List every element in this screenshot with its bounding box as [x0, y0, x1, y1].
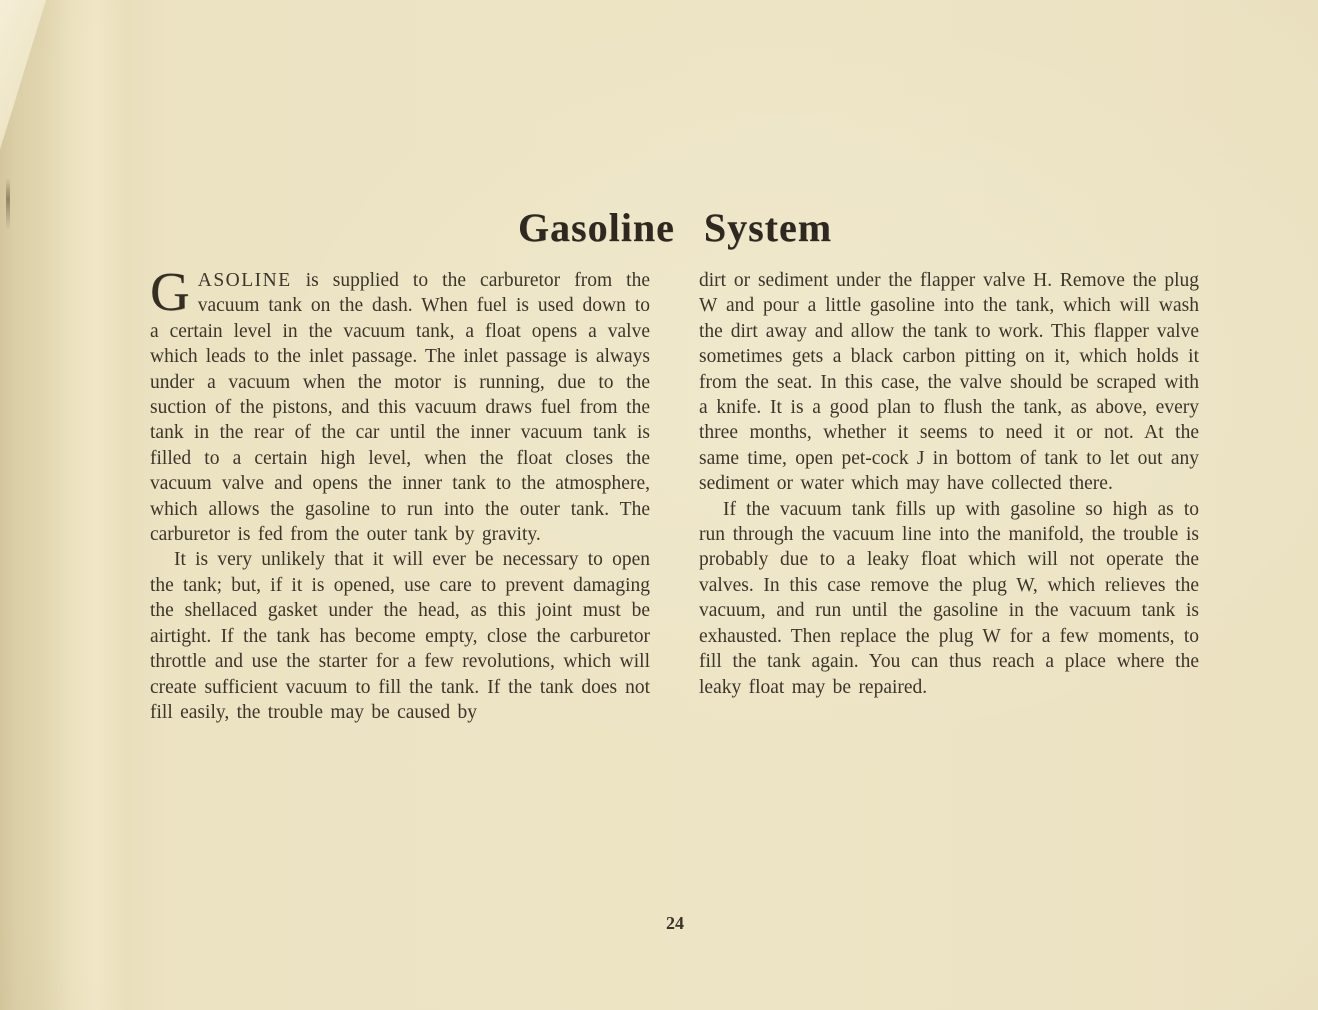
paragraph-open-tank: It is very unlikely that it will ever be necessary to open the tank; but, if it is opened, use care to prevent damaging the shellaced gasket under the head, as this joint must be airtight. If the tank has become empty, close the carburetor throttle and use the starter for a few revolutions, which will create sufficient vacuum to fill the tank. If the tank does not fill easily, the trouble may be caused by [150, 549, 650, 723]
page-title: Gasoline System [517, 205, 833, 250]
paragraph-text: is supplied to the carburetor from the vacuum tank on the dash. When fuel is used down to a certain level in the vacuum tank, a float opens a valve which leads to the inlet passage. The inlet passage is always under a vacuum when the motor is running, due to the suction of the pistons, and this vacuum draws fuel from the tank in the rear of the car until the inner vacuum tank is filled to a certain high level, when the float closes the vacuum valve and opens the inner tank to the atmosphere, which allows the gasoline to run into the outer tank. The carburetor is fed from the outer tank by gravity. [150, 270, 650, 546]
dropcap-letter: G [150, 261, 190, 322]
paragraph-leaky-float: If the vacuum tank fills up with gasoline so high as to run through the vacuum line into the manifold, the trouble is probably due to a leaky float which will not operate the valves. In this case remove the plug W, which relieves the vacuum, and run until the gasoline in the vacuum tank is exhausted. Then replace the plug W for a few moments, to fill the tank again. You can thus reach a place where the leaky float may be repaired. [699, 498, 1199, 698]
page-corner-curl [0, 0, 46, 150]
left-column [150, 261, 650, 725]
binding-edge-mark [6, 178, 10, 230]
paragraph-flapper-valve: dirt or sediment under the flapper valve H. Remove the plug W and pour a little gasoline into the tank, which will wash the dirt away and allow the tank to work. This flapper valve sometimes gets a black carbon pitting on it, which holds it from the seat. In this case, the valve should be scraped with a knife. It is a good plan to flush the tank, as above, every three months, whether it seems to need it or not. At the same time, open pet-cock J in bottom of tank to let out any sediment or water which may have collected there. [699, 270, 1199, 495]
right-column [699, 268, 1199, 700]
paragraph-gasoline-intro [150, 261, 650, 547]
lead-word: ASOLINE [197, 270, 292, 291]
page-number: 24 [666, 913, 684, 933]
